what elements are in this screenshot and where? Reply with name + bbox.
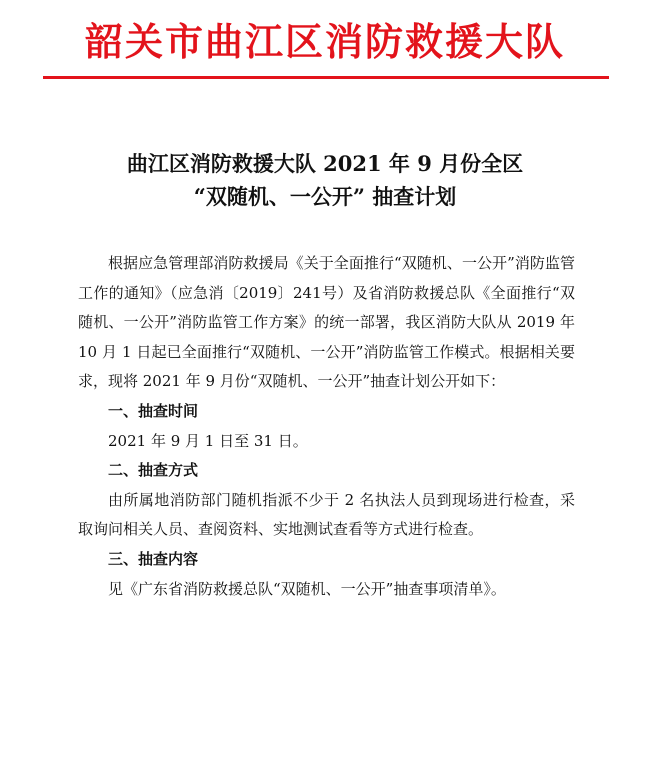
document-header — [0, 18, 650, 66]
title-line-2: “双随机、一公开” 抽查计划 — [193, 184, 457, 209]
section-text-inspection-method: 由所属地消防部门随机指派不少于 2 名执法人员到现场进行检查，采取询问相关人员、查阅资料、实地测试查看等方式进行检查。 — [78, 490, 575, 539]
red-header-rule — [43, 76, 609, 79]
section-heading-inspection-method: 二、抽查方式 — [108, 461, 199, 480]
section-heading-inspection-content: 三、抽查内容 — [108, 549, 199, 568]
intro-paragraph: 根据应急管理部消防救援局《关于全面推行“双随机、一公开”消防监管工作的通知》（应急消〔2019〕241号）及省消防救援总队《全面推行“双随机、一公开”消防监管工作方案》的统一部署，我区消防大队从 2019 年 10 月 1 日起已全面推行“双随机、一公开”消防监管工作模式。根据相关要求，现将 2021 年 9 月份“双随机、一公开”抽查计划公开如下： — [78, 254, 575, 391]
section-text-inspection-time: 2021 年 9 月 1 日至 31 日。 — [108, 431, 308, 450]
organization-name: 韶关市曲江区消防救援大队 — [84, 19, 565, 64]
document-title — [0, 147, 650, 213]
section-heading-inspection-time: 一、抽查时间 — [108, 401, 199, 420]
document-body — [78, 249, 575, 604]
section-text-inspection-content: 见《广东省消防救援总队“双随机、一公开”抽查事项清单》。 — [108, 579, 506, 598]
title-line-1: 曲江区消防救援大队 2021 年 9 月份全区 — [126, 151, 524, 176]
